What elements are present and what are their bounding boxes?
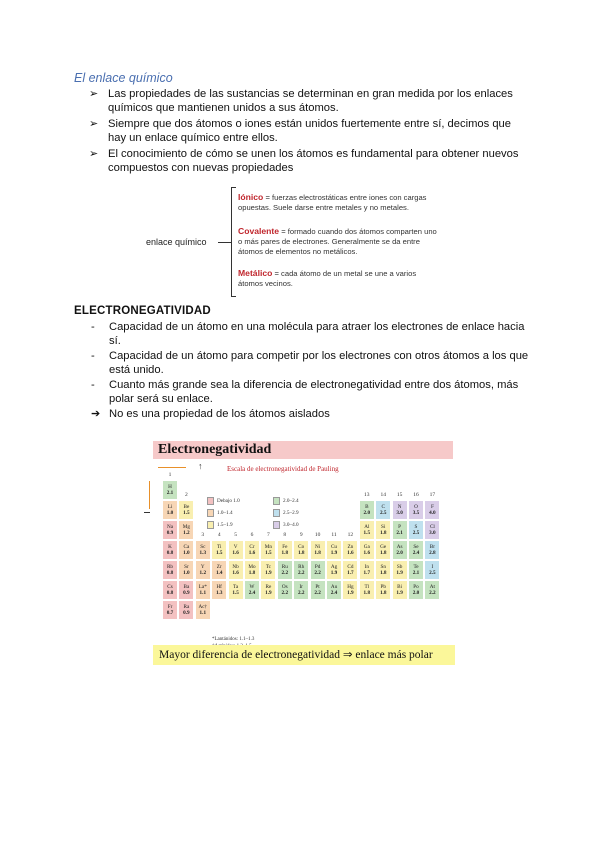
element-value: 2.2 [429,590,436,596]
element-symbol: Sr [184,564,189,570]
element-symbol: Br [429,544,435,550]
element-value: 0.8 [166,590,174,596]
element-symbol: At [429,584,435,590]
intro-bullet [89,147,529,176]
element-symbol: Tc [265,564,271,570]
legend-swatch [207,509,214,517]
bullet-text: Capacidad de un átomo en una molécula para atraer los electrones de enlace hacia sí. [109,321,525,348]
bullet-marker: ➢ [89,88,99,100]
group-label: 12 [347,532,354,538]
element-symbol: Os [281,584,288,590]
element-cell [162,520,178,540]
element-value: 2.1 [396,530,403,536]
element-value: 2.5 [412,530,420,536]
intro-bullet [89,87,529,116]
legend-label: 3.0–4.0 [283,522,299,528]
arrow-right-icon [158,467,186,468]
element-symbol: Ge [380,544,387,550]
arrow-down-icon [149,481,150,509]
element-value: 1.5 [215,550,223,556]
element-value: 1.8 [379,570,387,576]
element-value: 1.8 [281,550,289,556]
element-value: 1.2 [199,570,207,576]
element-value: 2.2 [297,590,305,596]
group-label: 2 [185,492,188,498]
element-value: 2.5 [429,570,436,576]
element-cell [392,580,408,600]
element-symbol: Fe [282,544,288,550]
element-cell [326,540,342,560]
element-value: 1.8 [297,550,305,556]
element-cell [228,540,244,560]
en-bullet [91,378,531,407]
element-symbol: Mg [182,524,190,530]
element-value: 1.6 [232,570,239,576]
element-cell [211,560,227,580]
bullet-text: El conocimiento de cómo se unen los átomos es fundamental para obtener nuevos compuestos con nuevas propiedades [108,148,519,175]
element-value: 1.5 [183,510,190,516]
minus-mark [144,512,150,513]
element-value: 1.6 [248,550,256,556]
brace-stem [218,242,226,243]
element-symbol: As [396,544,403,550]
element-cell [392,540,408,560]
bullet-text: No es una propiedad de los átomos aislados [109,408,330,420]
element-cell [424,520,440,540]
element-symbol: Ra [183,604,190,610]
element-cell [359,540,375,560]
element-symbol: Ti [216,544,222,550]
element-cell [228,580,244,600]
element-cell [260,560,276,580]
element-cell [408,580,424,600]
bond-definition: = formado cuando dos átomos comparten uno o más pares de electrones. Generalmente se da entre átomos de elementos no metálicos. [238,227,437,256]
element-cell [408,500,424,520]
element-value: 2.2 [314,570,321,576]
element-symbol: Ni [315,544,321,550]
element-symbol: V [233,544,238,550]
element-symbol: Na [166,524,174,530]
element-symbol: La* [198,584,207,590]
element-cell [178,600,194,620]
bond-item-covalent [238,226,438,257]
element-value: 3.0 [396,510,403,516]
element-cell [178,560,194,580]
element-value: 4.0 [429,510,436,516]
element-cell [424,500,440,520]
element-symbol: Co [298,544,305,550]
legend-label: 1.0–1.4 [217,510,233,516]
legend-swatch [273,509,280,517]
element-value: 2.4 [248,590,256,596]
element-value: 0.8 [166,570,174,576]
element-cell [326,560,342,580]
bullet-text: Siempre que dos átomos o iones están unidos fuertemente entre sí, decimos que hay un enlace químico entre ellos. [108,118,511,145]
group-label: 9 [299,532,303,538]
element-cell [342,580,358,600]
element-symbol: Li [167,504,173,510]
element-symbol: Mo [248,564,256,570]
bond-term: Iónico [238,192,264,202]
element-cell [195,540,211,560]
element-cell [178,520,194,540]
element-symbol: Ca [183,544,190,550]
bond-term: Metálico [238,268,273,278]
element-symbol: Cu [330,544,338,550]
element-value: 2.4 [412,550,420,556]
element-value: 2.8 [429,550,436,556]
legend-swatch [273,497,280,505]
element-symbol: Rh [298,564,305,570]
element-value: 0.9 [183,610,190,616]
element-cell [392,520,408,540]
bullet-marker: - [91,379,95,391]
element-symbol: C [381,504,385,510]
element-value: 1.9 [347,590,354,596]
bond-item-ionic [238,192,438,213]
bullet-marker: - [91,350,95,362]
legend-label: 2.0–2.4 [283,498,299,504]
element-symbol: Si [381,524,386,530]
footnote-lanthanides: *Lantánidos: 1.1–1.3 [212,637,255,642]
element-cell [424,580,440,600]
element-cell [326,580,342,600]
element-symbol: Nb [232,564,239,570]
chart-root-label: enlace químico [146,237,207,247]
element-value: 3.0 [429,530,436,536]
element-cell [244,560,260,580]
element-value: 1.0 [183,570,190,576]
element-symbol: Rb [166,564,174,570]
element-symbol: I [431,564,434,570]
element-symbol: Te [413,564,419,570]
element-cell [178,500,194,520]
bullet-marker: ➢ [89,118,99,130]
element-value: 1.0 [166,510,174,516]
element-cell [162,480,178,500]
element-value: 1.0 [183,550,190,556]
group-label: 14 [380,492,386,498]
element-cell [359,560,375,580]
element-cell [244,540,260,560]
element-cell [244,580,260,600]
element-symbol: Cs [167,584,173,590]
element-symbol: Re [265,584,272,590]
group-label: 8 [283,532,287,538]
en-bullet [91,349,531,378]
legend-label: 1.5–1.9 [217,522,233,528]
element-cell [424,560,440,580]
element-value: 1.6 [363,550,371,556]
element-value: 1.9 [265,590,272,596]
element-symbol: Zn [347,544,354,550]
bullet-text: Capacidad de un átomo para competir por los electrones con otros átomos a los que está unido. [109,350,529,377]
element-value: 1.2 [183,530,190,536]
element-cell [277,560,293,580]
element-symbol: Au [330,584,338,590]
element-value: 1.6 [347,550,354,556]
element-symbol: Se [413,544,419,550]
section-title: ELECTRONEGATIVIDAD [74,305,211,317]
element-symbol: Sc [200,544,206,550]
element-cell [293,580,309,600]
element-cell [375,520,391,540]
element-cell [359,520,375,540]
element-value: 1.8 [379,590,387,596]
element-cell [162,580,178,600]
element-value: 2.1 [412,570,420,576]
en-bullet [91,320,531,349]
element-symbol: S [414,524,418,530]
element-cell [178,540,194,560]
element-cell [342,560,358,580]
element-value: 1.7 [363,570,371,576]
element-value: 1.9 [265,570,272,576]
element-symbol: Cd [347,564,354,570]
electronegativity-figure [152,437,455,667]
group-label: 4 [217,532,221,538]
element-value: 1.8 [363,590,371,596]
element-cell [359,500,375,520]
bond-definition: = cada átomo de un metal se une a varios átomos vecinos. [238,269,417,288]
element-symbol: F [430,504,434,510]
group-label: 6 [250,532,254,538]
element-cell [424,540,440,560]
element-value: 2.1 [166,490,174,496]
element-value: 1.3 [199,550,207,556]
arrow-up-small-icon: ↑ [198,461,203,471]
element-symbol: Ir [299,584,303,590]
bullet-text: Cuanto más grande sea la diferencia de electronegatividad entre dos átomos, más polar será su enlace. [109,379,519,406]
brace-line [231,187,232,297]
element-value: 1.8 [379,550,387,556]
element-cell [392,500,408,520]
element-value: 3.5 [412,510,420,516]
element-cell [162,500,178,520]
element-cell [375,500,391,520]
element-cell [195,580,211,600]
element-cell [293,560,309,580]
element-value: 2.2 [281,570,289,576]
element-symbol: Hg [347,584,354,590]
element-value: 1.5 [363,530,371,536]
element-cell [277,580,293,600]
element-value: 2.5 [379,510,387,516]
group-label: 3 [201,532,205,538]
element-cell [277,540,293,560]
bullet-text: Las propiedades de las sustancias se determinan en gran medida por los enlaces químicos que mantienen unidos a sus átomos. [108,88,513,115]
element-value: 1.9 [396,570,403,576]
element-symbol: Cr [249,544,255,550]
element-symbol: Fr [167,604,173,610]
element-symbol: Pb [380,584,386,590]
element-value: 2.0 [396,550,403,556]
element-value: 1.9 [330,550,338,556]
element-value: 1.1 [199,610,207,616]
brace-bottom-tick [231,296,236,297]
group-label: 11 [331,532,337,538]
element-value: 1.6 [232,550,239,556]
element-symbol: Ta [233,584,239,590]
element-cell [260,540,276,560]
element-symbol: Po [413,584,419,590]
bond-definition: = fuerzas electrostáticas entre iones con cargas opuestas. Suele darse entre metales y no metales. [238,193,427,212]
bond-term: Covalente [238,226,280,236]
element-value: 1.9 [396,590,403,596]
element-symbol: H [168,484,172,490]
bullet-marker: ➔ [91,408,101,420]
legend-swatch [207,497,214,505]
page-heading: El enlace químico [74,71,173,85]
element-value: 1.8 [248,570,256,576]
element-value: 0.9 [183,590,190,596]
element-cell [211,580,227,600]
element-symbol: P [398,524,402,530]
element-cell [408,520,424,540]
element-cell [392,560,408,580]
legend-swatch [207,521,214,529]
element-symbol: K [168,544,172,550]
brace-mid [226,242,231,243]
intro-bullet [89,117,529,146]
group-label: 17 [429,492,436,498]
bond-item-metallic [238,268,438,289]
element-value: 2.4 [330,590,338,596]
element-symbol: W [249,584,255,590]
element-cell [342,540,358,560]
element-cell [408,540,424,560]
element-symbol: Pt [315,584,320,590]
element-cell [293,540,309,560]
element-cell [162,540,178,560]
element-value: 2.0 [412,590,420,596]
element-cell [162,600,178,620]
element-cell [195,560,211,580]
element-cell [228,560,244,580]
element-value: 1.5 [265,550,272,556]
element-symbol: B [365,504,369,510]
element-symbol: Bi [397,584,403,590]
group-label: 7 [267,532,270,538]
element-cell [310,560,326,580]
element-symbol: Ac† [198,604,208,610]
element-cell [310,580,326,600]
element-cell [408,560,424,580]
element-value: 1.8 [314,550,321,556]
element-value: 1.9 [330,570,338,576]
brace-top-tick [231,187,236,188]
element-cell [260,580,276,600]
element-value: 2.2 [281,590,289,596]
group-label: 15 [396,492,403,498]
element-value: 1.7 [347,570,354,576]
element-value: 2.2 [314,590,321,596]
element-symbol: Mn [264,544,272,550]
group-label: 5 [234,532,237,538]
element-symbol: Hf [216,584,222,590]
element-cell [375,560,391,580]
element-symbol: Ba [183,584,190,590]
element-symbol: N [397,504,402,510]
element-value: 0.7 [166,610,174,616]
element-cell [310,540,326,560]
group-label: 13 [364,492,370,498]
figure-title: Electronegatividad [153,441,453,459]
element-value: 1.5 [232,590,239,596]
group-label: 10 [314,532,321,538]
element-cell [375,580,391,600]
element-value: 2.0 [363,510,371,516]
bullet-marker: - [91,321,95,333]
element-value: 0.8 [166,550,174,556]
element-symbol: Pd [314,564,321,570]
element-cell [178,580,194,600]
element-value: 2.2 [297,570,305,576]
element-symbol: Y [200,564,205,570]
figure-footer: Mayor diferencia de electronegatividad ⇒ enlace más polar [153,645,455,665]
element-cell [359,580,375,600]
element-value: 1.8 [379,530,387,536]
element-value: 1.1 [199,590,207,596]
element-symbol: In [364,564,369,570]
element-cell [375,540,391,560]
group-label: 1 [168,472,172,478]
element-value: 0.9 [166,530,174,536]
element-cell [162,560,178,580]
element-symbol: O [414,504,418,510]
figure-subtitle: Escala de electronegatividad de Pauling [227,465,339,473]
element-symbol: Al [364,524,370,530]
element-symbol: Sb [396,564,403,570]
legend-label: Debajo 1.0 [217,498,240,504]
element-symbol: Cl [429,524,435,530]
group-label: 16 [413,492,419,498]
element-symbol: Tl [364,584,370,590]
element-symbol: Zr [216,564,222,570]
element-symbol: Be [183,504,190,510]
bullet-marker: ➢ [89,148,99,160]
element-symbol: Ru [281,564,288,570]
legend-label: 2.5–2.9 [283,510,299,516]
element-value: 1.4 [215,570,223,576]
element-value: 1.3 [215,590,223,596]
element-cell [211,540,227,560]
legend-swatch [273,521,280,529]
element-cell [195,600,211,620]
element-symbol: Ga [363,544,370,550]
element-symbol: Sn [380,564,386,570]
element-symbol: Ag [330,564,338,570]
en-bullet [91,407,531,421]
